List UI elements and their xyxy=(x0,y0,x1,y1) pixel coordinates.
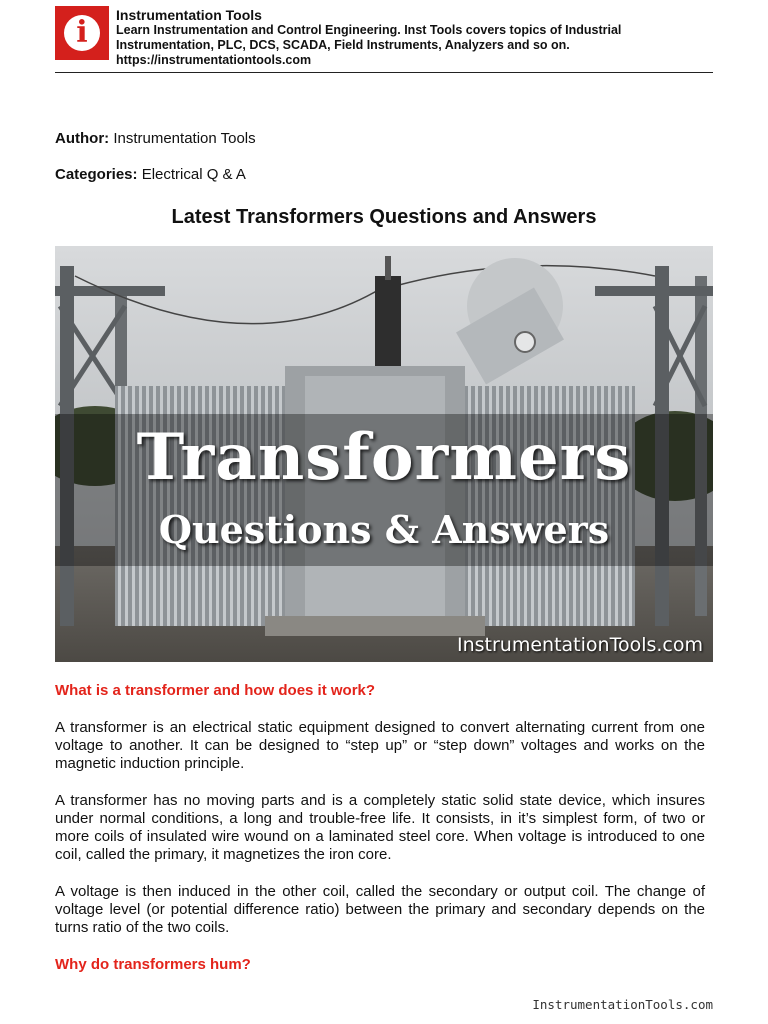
author-line xyxy=(55,130,256,148)
paragraph: A transformer is an electrical static equipment designed to convert alternating current from one voltage to another. It can be designed to “step up” or “step down” voltages and works on the magnetic induction principle. xyxy=(55,719,705,772)
hero-title: Transformers xyxy=(136,420,632,495)
author-label: Author: xyxy=(55,130,110,147)
hero-image xyxy=(55,246,713,662)
author-value: Instrumentation Tools xyxy=(113,130,256,147)
paragraph: A voltage is then induced in the other coil, called the secondary or output coil. The change of voltage level (or potential difference ratio) between the primary and secondary depends on the turns ratio of the two coils. xyxy=(55,883,705,936)
info-logo-icon: i xyxy=(55,6,109,60)
categories-line xyxy=(55,166,246,184)
document-title: Latest Transformers Questions and Answers xyxy=(171,206,597,228)
site-description: Learn Instrumentation and Control Engineering. Inst Tools covers topics of Industrial Instrumentation, PLC, DCS, SCADA, Field Instruments, Analyzers and so on. xyxy=(116,23,622,52)
question-heading: What is a transformer and how does it work? xyxy=(55,682,376,699)
categories-label: Categories: xyxy=(55,166,138,183)
site-url[interactable]: https://instrumentationtools.com xyxy=(116,53,312,67)
categories-value[interactable]: Electrical Q & A xyxy=(141,166,246,183)
paragraph: A transformer has no moving parts and is a completely static solid state device, which insures under normal conditions, a long and trouble-free life. It consists, in it’s simplest form, of two or more coils of insulated wire wound on a laminated steel core. When voltage is introduced to one coil, called the primary, it magnetizes the iron core. xyxy=(55,792,705,863)
site-title: Instrumentation Tools xyxy=(116,7,262,23)
hero-subtitle: Questions & Answers xyxy=(158,507,610,552)
hero-brand: InstrumentationTools.com xyxy=(457,634,703,656)
footer-site-url[interactable]: InstrumentationTools.com xyxy=(532,997,713,1012)
question-heading: Why do transformers hum? xyxy=(55,956,251,973)
page-header xyxy=(55,6,713,73)
